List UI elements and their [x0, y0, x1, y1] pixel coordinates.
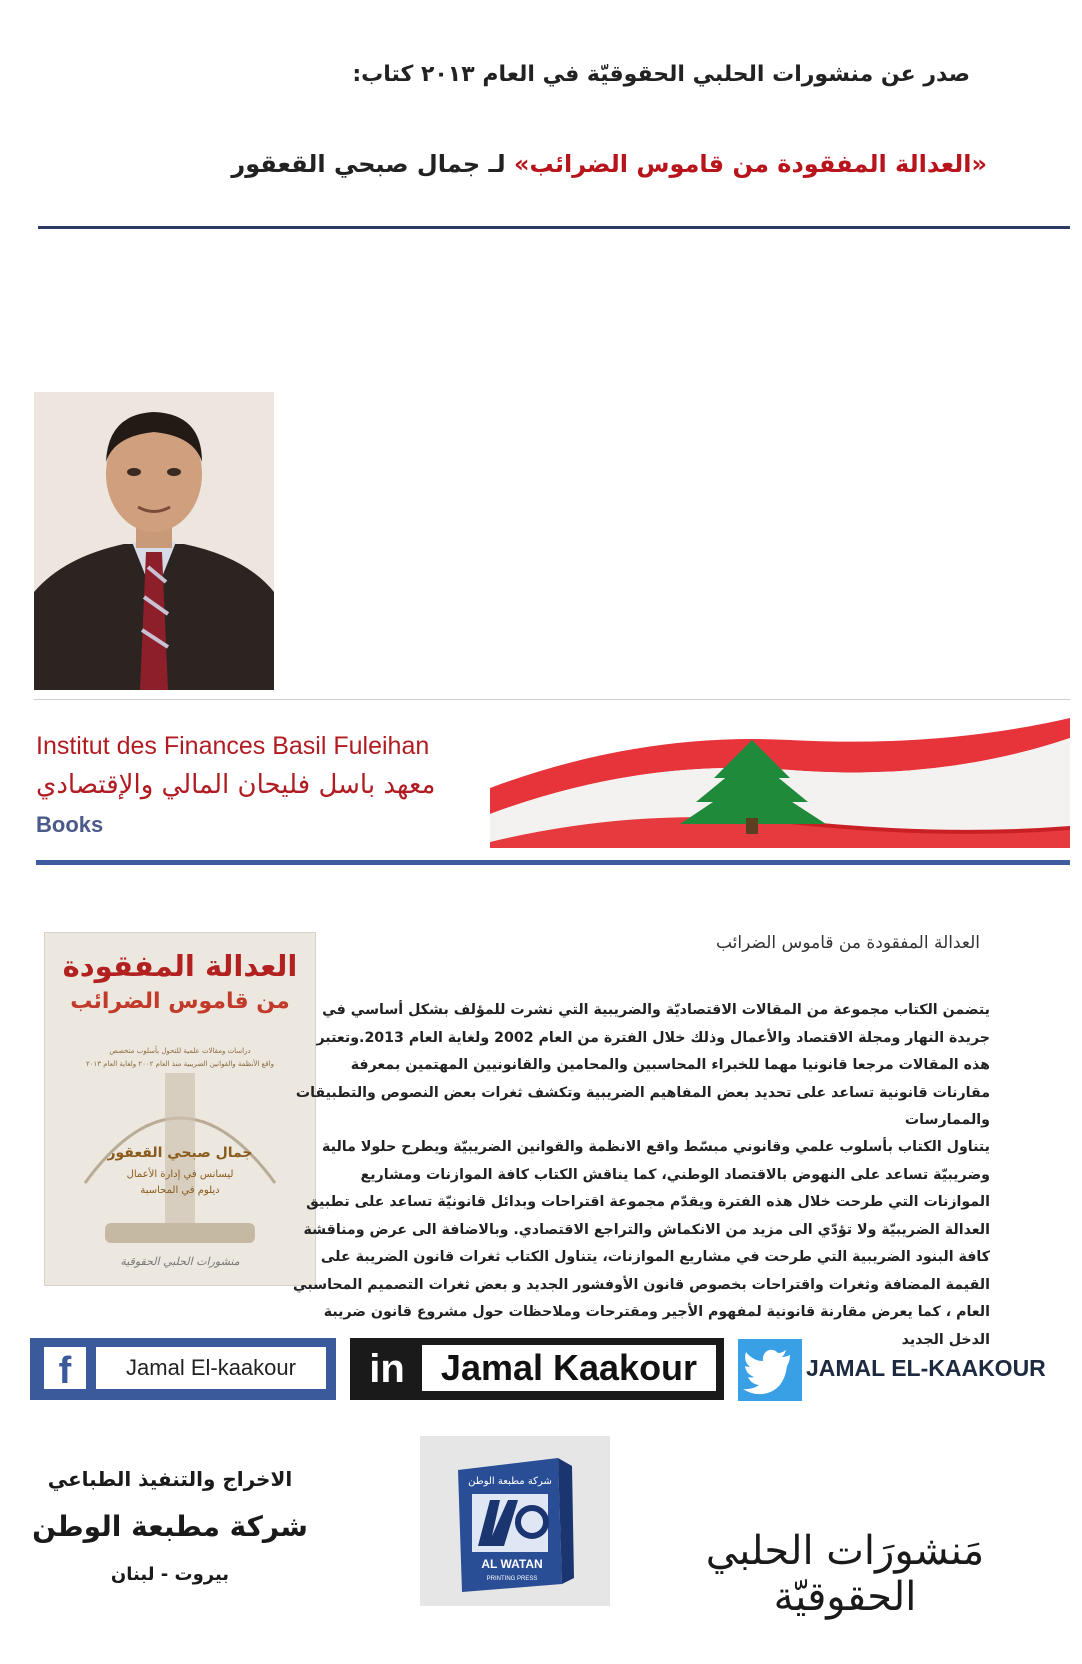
linkedin-name: Jamal Kaakour	[422, 1345, 716, 1391]
institute-books-label: Books	[36, 812, 104, 837]
cover-author: جمال صبحي القعقور	[107, 1145, 253, 1161]
cover-title-line2: من قاموس الضرائب	[70, 989, 290, 1014]
description-paragraph-1: يتضمن الكتاب مجموعة من المقالات الاقتصاديّة والضريبية التي نشرت للمؤلف بشكل أساسي في جريدة النهار ومجلة الاقتصاد والأعمال وذلك خلال الفترة من العام 2002 ولغاية العام 2013.وتعتبر هذه المقالات مرجعا قانونيا مهما للخبراء المحاسبين والمحامين والقانونيين المهتمين بمعرفة مقارنات قانونية تساعد على تحديد بعض المفاهيم الضريبية وتكشف ثغرات بعض النصوص والتطبيقات والممارسات	[295, 1002, 990, 1128]
al-watan-press-icon	[420, 1436, 610, 1606]
twitter-name: JAMAL EL-KAAKOUR	[806, 1355, 1046, 1381]
cover-role-line2: ديلوم في المحاسبة	[140, 1185, 220, 1196]
book-title: «العدالة المفقودة من قاموس الضرائب»	[514, 150, 987, 178]
lebanese-flag-icon	[490, 718, 1070, 848]
watan-latin-label: AL WATAN	[481, 1557, 543, 1571]
photo-divider	[34, 699, 1070, 700]
print-location: بيروت - لبنان	[110, 1564, 230, 1585]
institute-name-ar: معهد باسل فليحان المالي والإقتصادي	[36, 770, 436, 800]
al-watan-logo	[420, 1436, 610, 1606]
institute-divider	[36, 860, 1070, 865]
twitter-bird-icon	[738, 1339, 802, 1401]
watan-latin-sub-label: PRINTING PRESS	[486, 1576, 538, 1582]
cover-author-credentials	[45, 1167, 315, 1199]
facebook-icon: f	[44, 1347, 86, 1389]
institute-name-fr: Institut des Finances Basil Fuleihan	[36, 732, 430, 760]
description-paragraph-2: يتناول الكتاب بأسلوب علمي وقانوني مبسّط واقع الانظمة والقوانين الضريبيّة ويطرح حلولا مالية وضريبيّة تساعد على النهوض بالاقتصاد الوطني، كما يناقش الكتاب كافة الموازنات ومشاريع الموازنات التي طرحت خلال هذه الفترة ويقدّم مجموعة اقتراحات وبدائل قانونيّة تساعد على تطبيق العدالة الضريبيّة ولا تؤدّي الى مزيد من الانكماش والتراجع الاقتصادي. وبالاضافة الى عرض ومناقشة كافة البنود الضريبية التي طرحت في مشاريع الموازنات، يتناول الكتاب ثغرات قانون الضريبة على القيمة المضافة وثغرات واقتراحات بخصوص قانون الأوفشور الجديد و بعض ثغرات التصميم المحاسبي العام ، كما يعرض مقارنة قانونية لمفهوم الأجير ومقترحات وملاحظات حول مشروع قانون ضريبة الدخل الجديد	[292, 1139, 990, 1348]
author-photo	[34, 392, 274, 690]
author-portrait-icon	[34, 392, 274, 690]
linkedin-icon: in	[360, 1347, 414, 1391]
scales-of-justice-icon	[45, 933, 315, 1285]
lebanese-flag	[490, 718, 1070, 848]
twitter-icon	[738, 1339, 802, 1401]
cover-subtitle	[61, 1045, 299, 1071]
print-company: شركة مطبعة الوطن	[32, 1510, 308, 1543]
header-divider	[38, 226, 1070, 229]
cover-title-line1: العدالة المفقودة	[62, 949, 298, 983]
publisher-signature: مَنشورَات الحلبي الحقوقيّة	[705, 1528, 985, 1620]
print-label: الاخراج والتنفيذ الطباعي	[47, 1467, 293, 1491]
cover-subtitle-line2: واقع الأنظمة والقوانين الضريبية منذ العام ٢٠٠٢ ولغاية العام ٢٠١٣	[86, 1060, 274, 1068]
watan-arabic-label: شركة مطبعة الوطن	[468, 1476, 552, 1487]
cover-publisher: منشورات الحلبي الحقوقية	[120, 1255, 240, 1268]
author-line: لـ جمال صبحي القعقور	[231, 150, 506, 178]
book-announcement	[87, 150, 987, 178]
cover-subtitle-line1: دراسات ومقالات علمية للتحول بأسلوب متخصص	[109, 1047, 251, 1055]
facebook-name: Jamal El-kaakour	[96, 1347, 326, 1389]
intro-line: صدر عن منشورات الحلبي الحقوقيّة في العام ٢٠١٣ كتاب:	[352, 62, 970, 87]
book-cover	[44, 932, 316, 1286]
description-title: العدالة المفقودة من قاموس الضرائب	[715, 933, 980, 953]
cover-role-line1: ليسانس في إدارة الأعمال	[126, 1169, 234, 1180]
